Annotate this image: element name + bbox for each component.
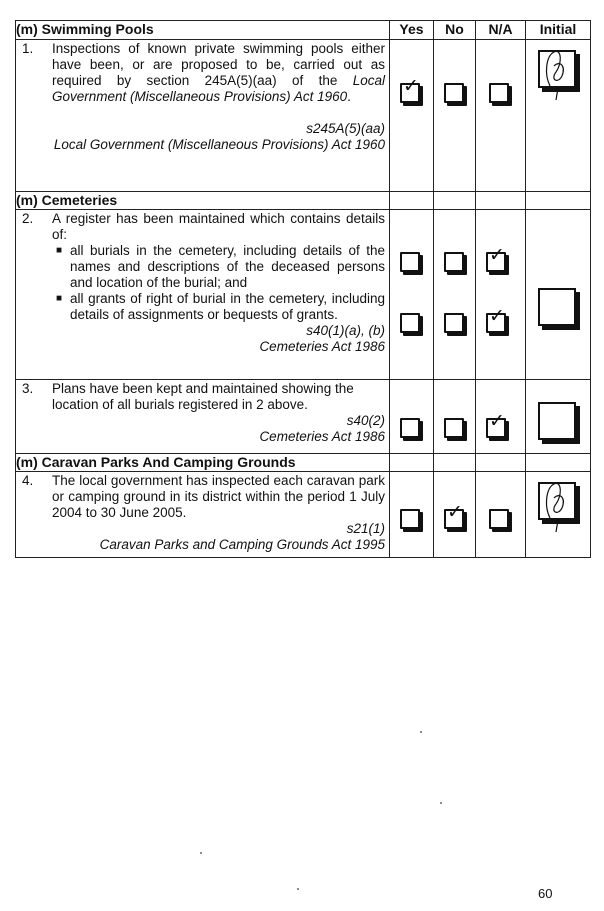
item-text: A register has been maintained which contains details of: [52,211,385,242]
signature-scribble [536,478,574,534]
checkbox-no[interactable] [444,418,464,438]
checkbox-na[interactable] [489,83,509,103]
item-number: 1. [22,41,34,56]
legal-reference-section: s40(2) [346,413,385,428]
header-row [16,21,591,40]
signature-scribble [536,46,574,102]
column-no: No [434,21,476,40]
section-heading-swimming-pools: (m) Swimming Pools [16,21,390,40]
item-row-3 [16,380,591,454]
legal-reference-act: Cemeteries Act 1986 [259,339,385,354]
tick-icon: ✓ [489,305,505,327]
item-row-2 [16,210,591,380]
tick-icon: ✓ [489,410,505,432]
checkbox-na[interactable] [486,410,506,438]
item-text: The local government has inspected each caravan park or camping ground in its district within the period 1 July 2004 to 30 June 2005. [52,473,385,520]
column-yes: Yes [390,21,434,40]
bullet-icon: ■ [56,245,63,256]
legal-reference-act: Local Government (Miscellaneous Provisions) Act 1960 [53,137,385,152]
bullet-item: ■ all grants of right of burial in the cemetery, including details of assignments or bequests of grants. [56,291,385,322]
item-row-1 [16,40,591,192]
checkbox-yes[interactable] [400,75,420,103]
checkbox-no[interactable] [444,83,464,103]
initial-box[interactable] [538,482,576,520]
section-heading-cemeteries: (m) Cemeteries [16,192,390,210]
scan-speck [440,802,442,804]
item-text: Inspections of known private swimming pools either have been, or are proposed to be, carried out as required by section 245A(5)(aa) of the Local Government (Miscellaneous Provisions) Act 1960. [52,41,385,104]
legal-reference-act: Cemeteries Act 1986 [259,429,385,444]
checkbox-yes[interactable] [400,509,420,529]
initial-box[interactable] [538,402,576,440]
column-initial: Initial [526,21,591,40]
section-heading-caravan-parks: (m) Caravan Parks And Camping Grounds [16,454,390,472]
tick-icon: ✓ [489,244,505,266]
item-number: 3. [22,381,34,396]
checkbox-yes[interactable] [400,418,420,438]
bullet-icon: ■ [56,293,63,304]
scan-speck [297,888,299,890]
item-number: 4. [22,473,34,488]
checkbox-na[interactable] [486,244,506,272]
tick-icon: ✓ [403,75,419,97]
item-number: 2. [22,211,34,226]
item-text: Plans have been kept and maintained showing the location of all burials registered in 2 above. [52,381,354,412]
tick-icon: ✓ [447,501,463,523]
page-number: 60 [538,886,553,901]
checkbox-yes[interactable] [400,252,420,272]
checkbox-na[interactable] [489,509,509,529]
section-row-cemeteries [16,192,591,210]
legal-reference-act: Caravan Parks and Camping Grounds Act 1995 [99,537,385,552]
checkbox-yes[interactable] [400,313,420,333]
initial-box[interactable] [538,50,576,88]
column-na: N/A [476,21,526,40]
checkbox-no[interactable] [444,501,464,529]
checklist-table [15,20,591,558]
legal-reference-section: s40(1)(a), (b) [306,323,385,338]
legal-reference-section: s21(1) [346,521,385,536]
section-row-caravan-parks [16,454,591,472]
legal-reference-section: s245A(5)(aa) [306,121,385,136]
checkbox-na[interactable] [486,305,506,333]
item-row-4 [16,472,591,558]
checkbox-no[interactable] [444,313,464,333]
checkbox-no[interactable] [444,252,464,272]
scan-speck [200,852,202,854]
scan-speck [420,731,422,733]
initial-box[interactable] [538,288,576,326]
bullet-item: ■ all burials in the cemetery, including details of the names and descriptions of the deceased persons and location of the burial; and [56,243,385,290]
